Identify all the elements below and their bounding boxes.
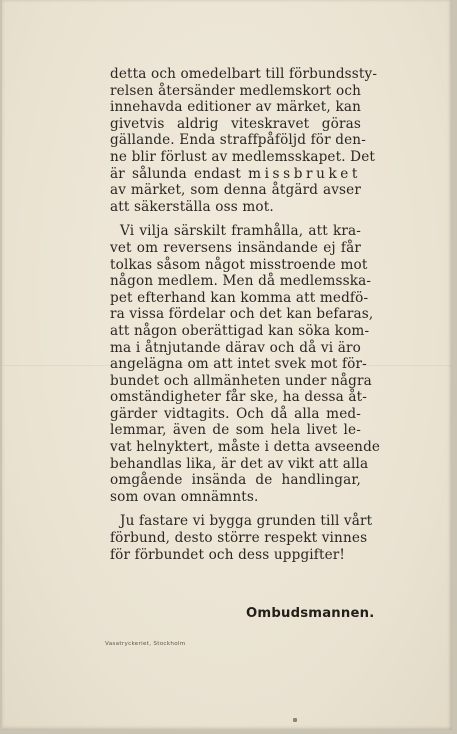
text-line: givetvis aldrig viteskravet göras <box>110 115 361 132</box>
text-line: att någon oberättigad kan söka kom- <box>110 322 370 339</box>
signature: Ombudsmannen. <box>246 606 375 621</box>
emphasized-word: missbruket <box>248 165 361 182</box>
text-line: ma i åtnjutande därav och då vi äro <box>110 339 361 356</box>
text-line: vat helnyktert, måste i detta avseende <box>110 439 381 456</box>
text-line: ne blir förlust av medlemsskapet. Det <box>110 148 376 165</box>
text-line: lemmar, även de som hela livet le- <box>110 422 361 439</box>
printer-imprint: Vasatryckeriet, Stockholm <box>105 641 186 647</box>
text-line: för förbundet och dess uppgifter! <box>110 546 346 563</box>
text-line: ra vissa fördelar och det kan befaras, <box>110 306 374 323</box>
text-line: någon medlem. Men då medlemsska- <box>110 273 372 290</box>
body-text <box>110 66 381 563</box>
text-line: Vi vilja särskilt framhålla, att kra- <box>120 223 361 240</box>
text-line: omständigheter får ske, ha dessa åt- <box>110 389 367 406</box>
text-line: Ju fastare vi bygga grunden till vårt <box>120 513 373 530</box>
text-line: av märket, som denna åtgärd avser <box>110 182 361 199</box>
text-line: förbund, desto större respekt vinnes <box>110 530 368 547</box>
paper-speck <box>293 718 297 722</box>
text-line: innehavda editioner av märket, kan <box>110 99 361 116</box>
text-line: angelägna om att intet svek mot för- <box>110 356 367 373</box>
text-line: bundet och allmänheten under några <box>110 372 372 389</box>
paragraph-2 <box>110 223 381 505</box>
text-line: detta och omedelbart till förbundssty- <box>110 66 378 82</box>
text-line: gällande. Enda straffpåföljd för den- <box>110 132 366 149</box>
text-line: gärder vidtagits. Och då alla med- <box>110 405 361 422</box>
text-line: relsen återsänder medlemskort och <box>110 82 361 99</box>
paragraph-3 <box>110 513 373 563</box>
text-line: att säkerställa oss mot. <box>110 198 274 215</box>
paragraph-1 <box>110 66 378 215</box>
text-line: omgående insända de handlingar, <box>110 472 361 489</box>
text-line: vet om reversens insändande ej får <box>110 239 361 256</box>
text-line: tolkas såsom något misstroende mot <box>110 256 368 273</box>
text-line: behandlas lika, är det av vikt att alla <box>110 455 369 472</box>
text-line-emphasis: är sålunda endast missbruket <box>110 165 361 182</box>
document-page <box>2 0 452 730</box>
text-line: pet efterhand kan komma att medfö- <box>110 289 369 306</box>
text-line: som ovan omnämnts. <box>110 488 259 505</box>
